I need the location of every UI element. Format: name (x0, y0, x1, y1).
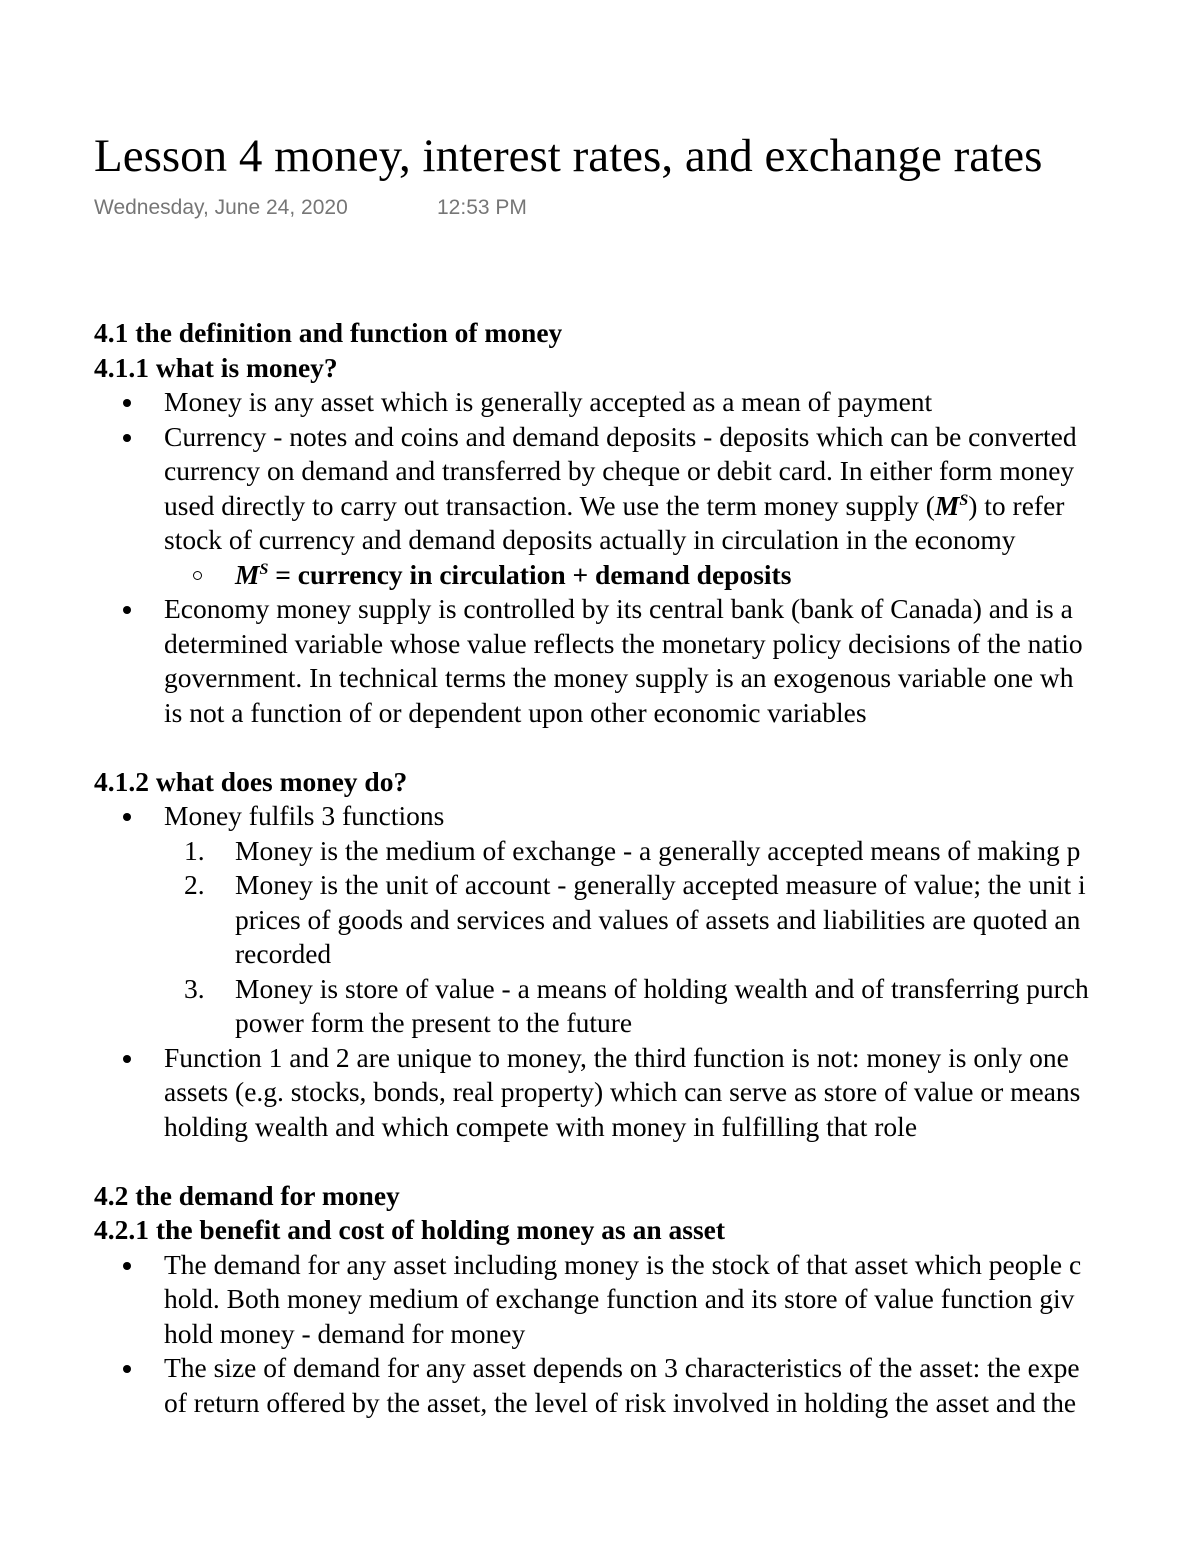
page-title: Lesson 4 money, interest rates, and exchange rates (94, 130, 1043, 182)
list-item (94, 385, 1200, 420)
list-number: 1. (184, 834, 205, 866)
formula-item (164, 558, 1200, 593)
list-item-text: government. In technical terms the money supply is an exogenous variable one wh (164, 662, 1074, 693)
numbered-item-text: Money is store of value - a means of holding wealth and of transferring purch (235, 972, 1089, 1004)
numbered-item-text: power form the present to the future (235, 1007, 633, 1038)
list-item-text: The size of demand for any asset depends on 3 characteristics of the asset: the expe (164, 1352, 1080, 1383)
symbol-superscript: S (959, 491, 969, 509)
text-fragment: used directly to carry out transaction. We use the term money supply ( (164, 489, 935, 521)
list-item (94, 1351, 1200, 1420)
numbered-item-text: Money is the unit of account - generally accepted measure of value; the unit i (235, 869, 1086, 900)
bullet-list-4-2-1 (94, 1248, 1200, 1421)
list-number: 3. (184, 972, 205, 1004)
list-item (94, 799, 1200, 1041)
bullet-list-4-1-2 (94, 799, 1200, 1144)
list-item-text: hold money - demand for money (164, 1317, 526, 1349)
bullet-icon (123, 606, 131, 614)
page-date: Wednesday, June 24, 2020 (94, 196, 348, 219)
subsection-heading-4-2-1: 4.2.1 the benefit and cost of holding money as an asset (94, 1214, 726, 1245)
paragraph-spacer (94, 730, 1200, 765)
list-item-text: The demand for any asset including money is the stock of that asset which people c (164, 1248, 1082, 1280)
bullet-icon (123, 399, 131, 407)
list-item-text: determined variable whose value reflects the monetary policy decisions of the natio (164, 627, 1083, 659)
numbered-item (164, 972, 1200, 1041)
bullet-icon (123, 1055, 131, 1063)
list-item-text: of return offered by the asset, the level of risk involved in holding the asset and the (164, 1386, 1077, 1418)
bullet-icon (123, 1262, 131, 1270)
numbered-item (164, 834, 1200, 869)
paragraph-spacer (94, 1144, 1200, 1179)
bullet-icon (123, 1365, 131, 1373)
list-item-text: currency on demand and transferred by cheque or debit card. In either form money (164, 455, 1075, 486)
hollow-bullet-icon (193, 571, 202, 580)
list-item-text: Currency - notes and coins and demand deposits - deposits which can be converted (164, 420, 1077, 452)
list-item-text: Function 1 and 2 are unique to money, the third function is not: money is only one (164, 1041, 1069, 1073)
list-item-text-with-symbol (164, 489, 1200, 524)
list-item-text: Money is any asset which is generally accepted as a mean of payment (164, 386, 933, 417)
text-fragment: ) to refer (968, 489, 1065, 521)
numbered-item-text: prices of goods and services and values of assets and liabilities are quoted an (235, 903, 1081, 935)
formula-text: = currency in circulation + demand deposits (268, 558, 792, 590)
list-item (94, 1041, 1200, 1145)
list-item (94, 1248, 1200, 1352)
page-body (94, 316, 1200, 1420)
subsection-heading-4-1-2: 4.1.2 what does money do? (94, 765, 408, 797)
bullet-icon (123, 813, 131, 821)
section-heading-4-1: 4.1 the definition and function of money (94, 317, 563, 348)
subsection-heading-4-1-1: 4.1.1 what is money? (94, 351, 338, 383)
numbered-item-text: recorded (235, 938, 332, 969)
numbered-item-text: Money is the medium of exchange - a generally accepted means of making p (235, 834, 1081, 866)
list-number: 2. (184, 869, 205, 900)
section-heading-4-2: 4.2 the demand for money (94, 1179, 400, 1211)
numbered-item (164, 868, 1200, 972)
symbol-superscript: S (259, 560, 269, 578)
bullet-list-4-1-1 (94, 385, 1200, 730)
list-item-text: is not a function of or dependent upon other economic variables (164, 696, 867, 728)
list-item-text: stock of currency and demand deposits actually in circulation in the economy (164, 524, 1016, 555)
symbol-letter: M (235, 558, 260, 590)
money-supply-symbol (935, 490, 968, 521)
list-item (94, 592, 1200, 730)
money-supply-formula (235, 558, 1200, 593)
list-item-text: hold. Both money medium of exchange function and its store of value function giv (164, 1283, 1075, 1314)
list-item-text: assets (e.g. stocks, bonds, real property) which can serve as store of value or means (164, 1076, 1081, 1107)
bullet-icon (123, 434, 131, 442)
list-item-text: holding wealth and which compete with money in fulfilling that role (164, 1110, 918, 1142)
list-item-text: Money fulfils 3 functions (164, 800, 445, 831)
sub-bullet-list (164, 558, 1200, 593)
page-time: 12:53 PM (437, 196, 527, 219)
money-supply-symbol (235, 559, 268, 590)
numbered-list (164, 834, 1200, 1041)
list-item (94, 420, 1200, 593)
symbol-letter: M (934, 489, 960, 521)
list-item-text: Economy money supply is controlled by its central bank (bank of Canada) and is a (164, 593, 1073, 624)
